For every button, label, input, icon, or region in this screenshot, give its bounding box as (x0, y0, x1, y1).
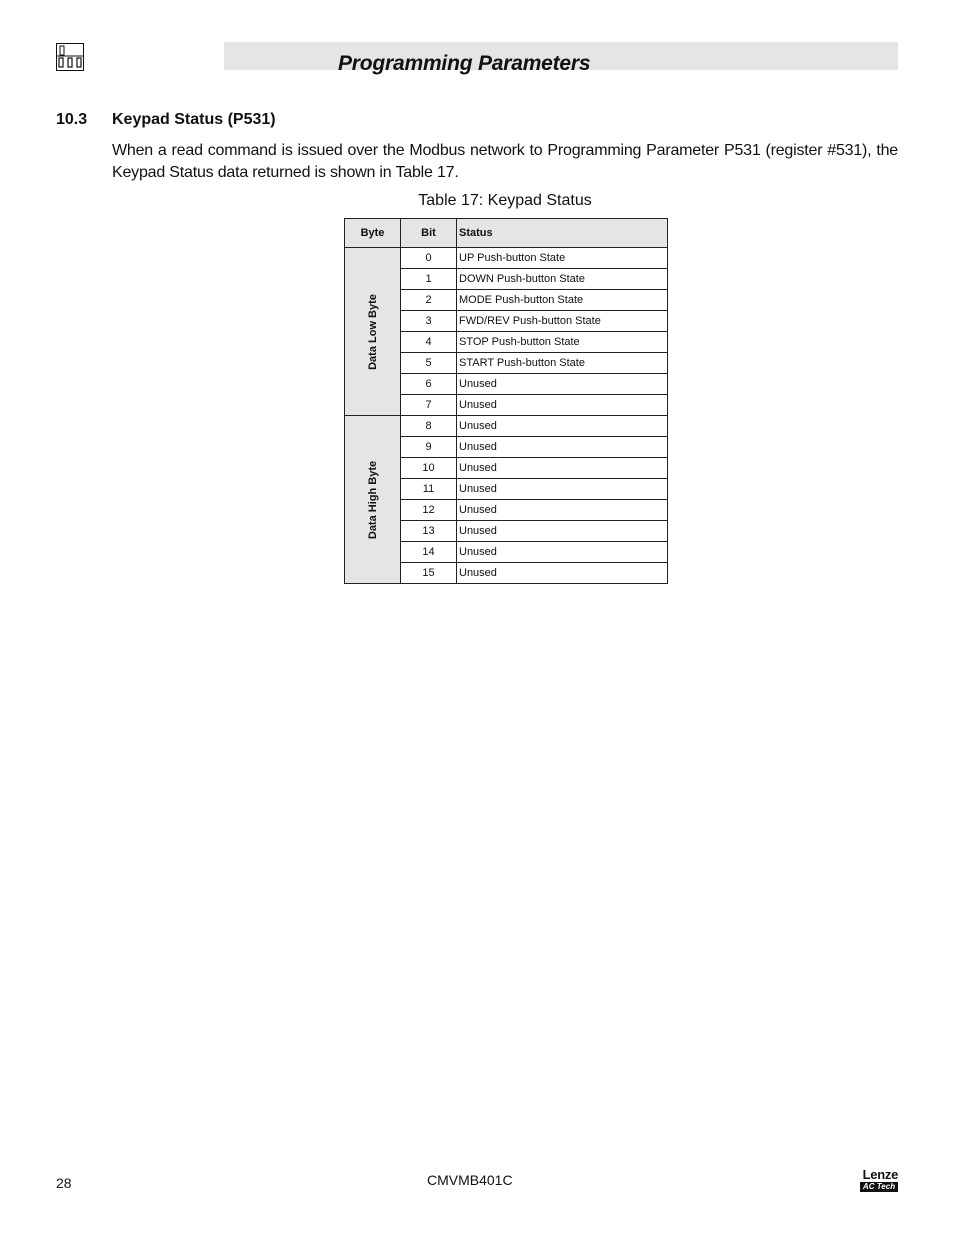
terminal-blocks-icon (56, 43, 84, 71)
status-cell: Unused (457, 563, 668, 584)
bit-cell: 13 (401, 521, 457, 542)
byte-group-cell (345, 248, 401, 416)
status-cell: START Push-button State (457, 353, 668, 374)
table-row (345, 248, 668, 269)
status-cell: Unused (457, 542, 668, 563)
table-caption: Table 17: Keypad Status (418, 192, 592, 209)
section-paragraph: When a read command is issued over the Modbus network to Programming Parameter P531 (register #531), the Keypad Status data returned is shown in Table 17. (112, 142, 898, 181)
status-cell: DOWN Push-button State (457, 269, 668, 290)
document-code: CMVMB401C (427, 1172, 513, 1188)
bit-cell: 14 (401, 542, 457, 563)
page-title: Programming Parameters (338, 52, 591, 75)
bit-cell: 8 (401, 416, 457, 437)
status-cell: Unused (457, 479, 668, 500)
bit-cell: 9 (401, 437, 457, 458)
bit-cell: 4 (401, 332, 457, 353)
bit-cell: 12 (401, 500, 457, 521)
logo-subtitle: AC Tech (860, 1182, 898, 1192)
byte-group-label: Data High Byte (366, 460, 379, 539)
status-cell: STOP Push-button State (457, 332, 668, 353)
keypad-status-table (344, 218, 668, 584)
status-cell: Unused (457, 374, 668, 395)
page-number: 28 (56, 1175, 72, 1191)
status-cell: Unused (457, 521, 668, 542)
status-cell: UP Push-button State (457, 248, 668, 269)
header-status: Status (457, 219, 668, 248)
status-cell: Unused (457, 437, 668, 458)
status-cell: Unused (457, 416, 668, 437)
header-bit: Bit (401, 219, 457, 248)
bit-cell: 1 (401, 269, 457, 290)
bit-cell: 0 (401, 248, 457, 269)
bit-cell: 10 (401, 458, 457, 479)
status-cell: MODE Push-button State (457, 290, 668, 311)
table-header-row (345, 219, 668, 248)
byte-group-label: Data Low Byte (366, 293, 379, 370)
bit-cell: 3 (401, 311, 457, 332)
status-cell: FWD/REV Push-button State (457, 311, 668, 332)
table-row (345, 416, 668, 437)
bit-cell: 5 (401, 353, 457, 374)
logo-name: Lenze (862, 1167, 898, 1182)
header-byte: Byte (345, 219, 401, 248)
bit-cell: 15 (401, 563, 457, 584)
status-cell: Unused (457, 395, 668, 416)
bit-cell: 6 (401, 374, 457, 395)
bit-cell: 11 (401, 479, 457, 500)
section-number: 10.3 (56, 111, 88, 128)
status-cell: Unused (457, 458, 668, 479)
bit-cell: 7 (401, 395, 457, 416)
byte-group-cell (345, 416, 401, 584)
lenze-logo (860, 1168, 898, 1192)
status-cell: Unused (457, 500, 668, 521)
section-title: Keypad Status (P531) (112, 111, 276, 128)
bit-cell: 2 (401, 290, 457, 311)
